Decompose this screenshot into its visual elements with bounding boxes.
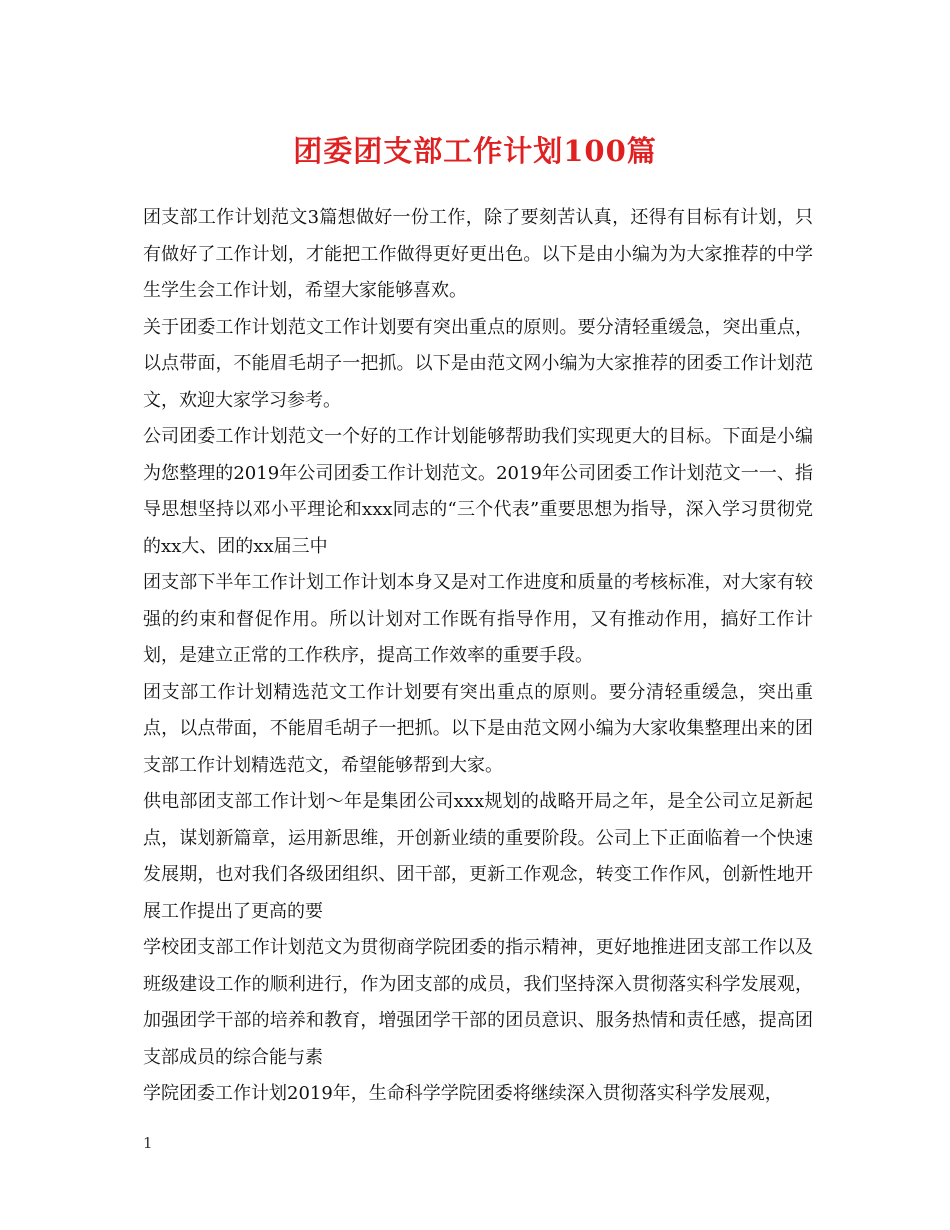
paragraph-1: 团支部工作计划范文3篇想做好一份工作，除了要刻苦认真，还得有目标有计划，只有做好了工作计划，才能把工作做得更好更出色。以下是由小编为为大家推荐的中学生学生会工作计划，希望大家能够喜欢。 [143, 207, 813, 301]
paragraph-7: 学校团支部工作计划范文为贯彻商学院团委的指示精神，更好地推进团支部工作以及班级建设工作的顺利进行，作为团支部的成员，我们坚持深入贯彻落实科学发展观，加强团学干部的培养和教育，增强团学干部的团员意识、服务热情和责任感，提高团支部成员的综合能与素 [143, 937, 813, 1068]
document-body [143, 200, 813, 1113]
paragraph-4: 团支部下半年工作计划工作计划本身又是对工作进度和质量的考核标准，对大家有较强的约束和督促作用。所以计划对工作既有指导作用，又有推动作用，搞好工作计划，是建立正常的工作秩序，提高工作效率的重要手段。 [143, 572, 813, 666]
paragraph-5: 团支部工作计划精选范文工作计划要有突出重点的原则。要分清轻重缓急，突出重点，以点带面，不能眉毛胡子一把抓。以下是由范文网小编为大家收集整理出来的团支部工作计划精选范文，希望能够帮到大家。 [143, 681, 813, 776]
page-number: 1 [143, 1134, 153, 1152]
document-title: 团委团支部工作计划100篇 [293, 134, 657, 168]
paragraph-8: 学院团委工作计划2019年，生命科学学院团委将继续深入贯彻落实科学发展观， [143, 1083, 783, 1104]
paragraph-2: 关于团委工作计划范文工作计划要有突出重点的原则。要分清轻重缓急，突出重点，以点带面，不能眉毛胡子一把抓。以下是由范文网小编为大家推荐的团委工作计划范文，欢迎大家学习参考。 [143, 316, 813, 411]
paragraph-6: 供电部团支部工作计划～年是集团公司xxx规划的战略开局之年，是全公司立足新起点，谋划新篇章，运用新思维，开创新业绩的重要阶段。公司上下正面临着一个快速发展期，也对我们各级团组织、团干部，更新工作观念，转变工作作风，创新性地开展工作提出了更高的要 [143, 791, 813, 922]
paragraph-3: 公司团委工作计划范文一个好的工作计划能够帮助我们实现更大的目标。下面是小编为您整理的2019年公司团委工作计划范文。2019年公司团委工作计划范文一一、指导思想坚持以邓小平理论和xxx同志的“三个代表”重要思想为指导，深入学习贯彻党的xx大、团的xx届三中 [143, 426, 813, 557]
